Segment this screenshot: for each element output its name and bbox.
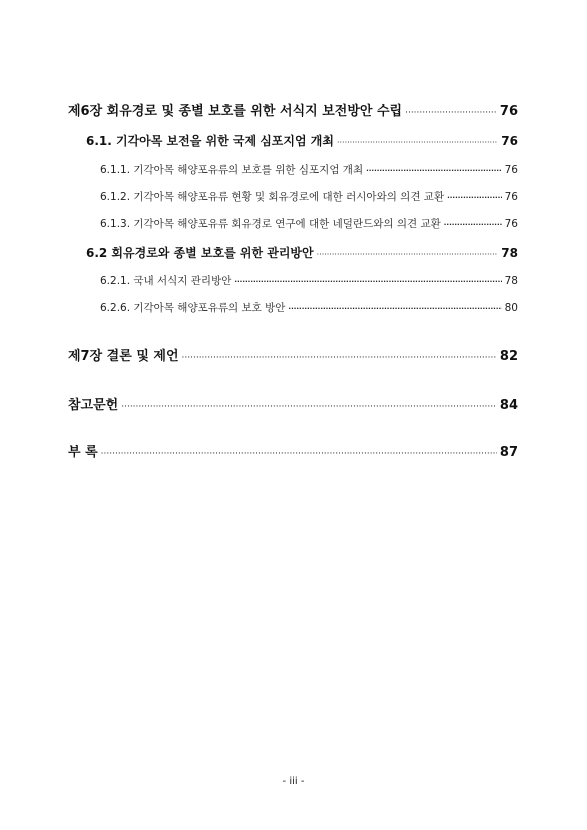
dot-leader bbox=[101, 449, 497, 459]
toc-entry-page: 76 bbox=[504, 218, 518, 230]
toc-entry-title: 6.1.2. 기각아목 해양포유류 현황 및 회유경로에 대한 러시아와의 의견 교환 bbox=[100, 191, 445, 203]
dot-leader bbox=[337, 138, 498, 147]
toc-entry-section-6-2[interactable] bbox=[68, 244, 518, 261]
toc-entry-chapter-7[interactable] bbox=[68, 345, 518, 364]
toc-entry-title: 6.2.6. 기각아목 해양포유류의 보호 방안 bbox=[100, 302, 286, 314]
toc-entry-title: 6.2.1. 국내 서식지 관리방안 bbox=[100, 275, 232, 287]
toc-entry-page: 76 bbox=[501, 134, 518, 148]
dot-leader bbox=[366, 167, 502, 175]
toc-entry-page: 78 bbox=[501, 246, 518, 260]
dot-leader bbox=[288, 305, 501, 313]
toc-entry-title: 부 록 bbox=[68, 445, 98, 460]
toc-entry-title: 6.1.3. 기각아목 해양포유류 회유경로 연구에 대한 네덜란드와의 의견 교환 bbox=[100, 218, 441, 230]
toc-entry-section-6-2-6[interactable] bbox=[68, 300, 518, 315]
toc-entry-title: 제6장 회유경로 및 종별 보호를 위한 서식지 보전방안 수립 bbox=[68, 104, 403, 119]
toc-entry-title: 6.2 회유경로와 종별 보호를 위한 관리방안 bbox=[86, 246, 314, 260]
toc-entry-section-6-1-1[interactable] bbox=[68, 162, 518, 177]
toc-entry-chapter-6[interactable] bbox=[68, 100, 518, 119]
toc-entry-title: 6.1. 기각아목 보전을 위한 국제 심포지엄 개최 bbox=[86, 134, 334, 148]
dot-leader bbox=[447, 194, 502, 202]
toc-entry-section-6-2-1[interactable] bbox=[68, 273, 518, 288]
toc-entry-page: 80 bbox=[504, 302, 518, 314]
toc-entry-page: 76 bbox=[504, 191, 518, 203]
toc-entry-page: 76 bbox=[504, 164, 518, 176]
toc-entry-page: 82 bbox=[499, 349, 518, 364]
dot-leader bbox=[317, 250, 499, 259]
toc-entry-title: 제7장 결론 및 제언 bbox=[68, 349, 179, 364]
toc-entry-title: 참고문헌 bbox=[68, 398, 119, 413]
toc-entry-page: 84 bbox=[499, 398, 518, 413]
dot-leader bbox=[234, 278, 501, 286]
dot-leader bbox=[405, 108, 497, 118]
page-number-footer: - iii - bbox=[282, 776, 305, 787]
toc-entry-page: 87 bbox=[499, 445, 518, 460]
toc-entry-section-6-1-2[interactable] bbox=[68, 189, 518, 204]
dot-leader bbox=[444, 221, 502, 229]
toc-entry-appendix[interactable] bbox=[68, 441, 518, 460]
toc-entry-page: 76 bbox=[499, 104, 518, 119]
toc-entry-page: 78 bbox=[504, 275, 518, 287]
toc-entry-section-6-1[interactable] bbox=[68, 132, 518, 149]
toc-entry-references[interactable] bbox=[68, 394, 518, 413]
toc-entry-title: 6.1.1. 기각아목 해양포유류의 보호를 위한 심포지엄 개최 bbox=[100, 164, 364, 176]
dot-leader bbox=[121, 402, 497, 412]
dot-leader bbox=[182, 353, 497, 363]
toc-entry-section-6-1-3[interactable] bbox=[68, 216, 518, 231]
